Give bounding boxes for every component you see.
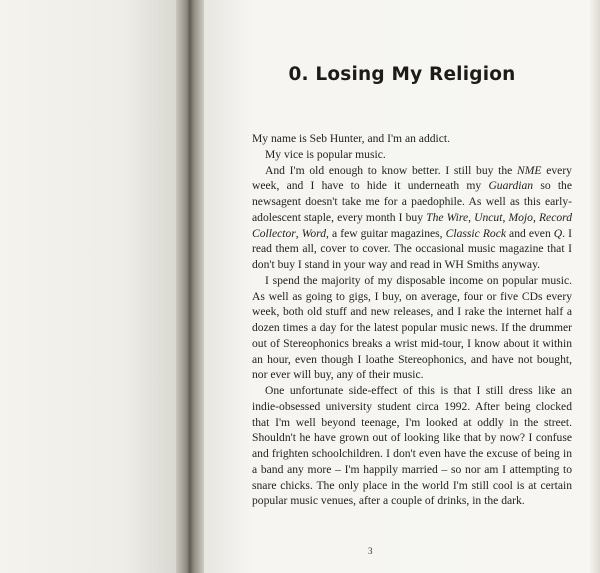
paragraph <box>252 273 572 383</box>
text-run: , <box>468 210 475 224</box>
text-run: And I'm old enough to know better. I still buy the <box>265 163 518 177</box>
chapter-title: 0. Losing My Religion <box>288 64 516 85</box>
page-number: 3 <box>368 546 373 556</box>
page-edge <box>590 0 600 573</box>
text-run: I spend the majority of my disposable income on popular music. As well as going to gigs, I buy, on average, four or five CDs every week, both old stuff and new releases, and I rake the internet half a dozen times a day for the latest popular music news. If the drummer out of Stereophonics breaks a wrist mid-tour, I know about it within an hour, even though I loathe Stereophonics, and have not bought, nor ever will buy, any of their music. <box>252 273 572 382</box>
paragraph <box>252 131 572 147</box>
chapter-body <box>252 131 572 509</box>
text-run: . I read them all, cover to cover. The occasional music magazine that I don't buy I stand in your way and read in WH Smiths anyway. <box>252 226 572 271</box>
text-run: , <box>532 210 539 224</box>
newspaper-title: Guardian <box>488 179 534 193</box>
text-run: My vice is popular music. <box>265 147 386 161</box>
magazine-title: Q <box>553 226 563 240</box>
magazine-title: Word <box>301 226 327 240</box>
paragraph <box>252 383 572 509</box>
text-run: and even <box>506 226 554 240</box>
magazine-title: Classic Rock <box>445 226 506 240</box>
left-page <box>0 0 178 573</box>
paragraph <box>252 163 572 273</box>
magazine-title: Record Collector <box>252 210 573 240</box>
magazine-title: The Wire <box>426 210 469 224</box>
text-run: every week, and I have to hide it underneath my <box>252 163 572 193</box>
magazine-title: Mojo <box>508 210 533 224</box>
book-gutter <box>176 0 204 573</box>
text-run: , <box>502 210 509 224</box>
paragraph <box>252 147 572 163</box>
magazine-title: NME <box>517 163 542 177</box>
text-run: My name is Seb Hunter, and I'm an addict. <box>252 132 451 145</box>
text-run: One unfortunate side-effect of this is that I still dress like an indie-obsessed university student circa 1992. After being clocked that I'm well beyond teenage, I'm looked at oddly in the street. Shouldn't he have grown out of looking like that by now? I confuse and frighten schoolchildren. I don't even have the excuse of being in a band any more – I'm happily married – so nor am I attempting to snare chicks. The only place in the world I'm still cool is at certain popular music venues, after a couple of drinks, in the dark. <box>252 384 572 508</box>
text-run: so the newsagent doesn't take me for a paedophile. As well as this early-adolescent staple, every month I buy <box>252 179 572 224</box>
text-run: , a few guitar magazines, <box>326 226 446 240</box>
magazine-title: Uncut <box>474 210 503 224</box>
text-run: , <box>295 226 302 240</box>
